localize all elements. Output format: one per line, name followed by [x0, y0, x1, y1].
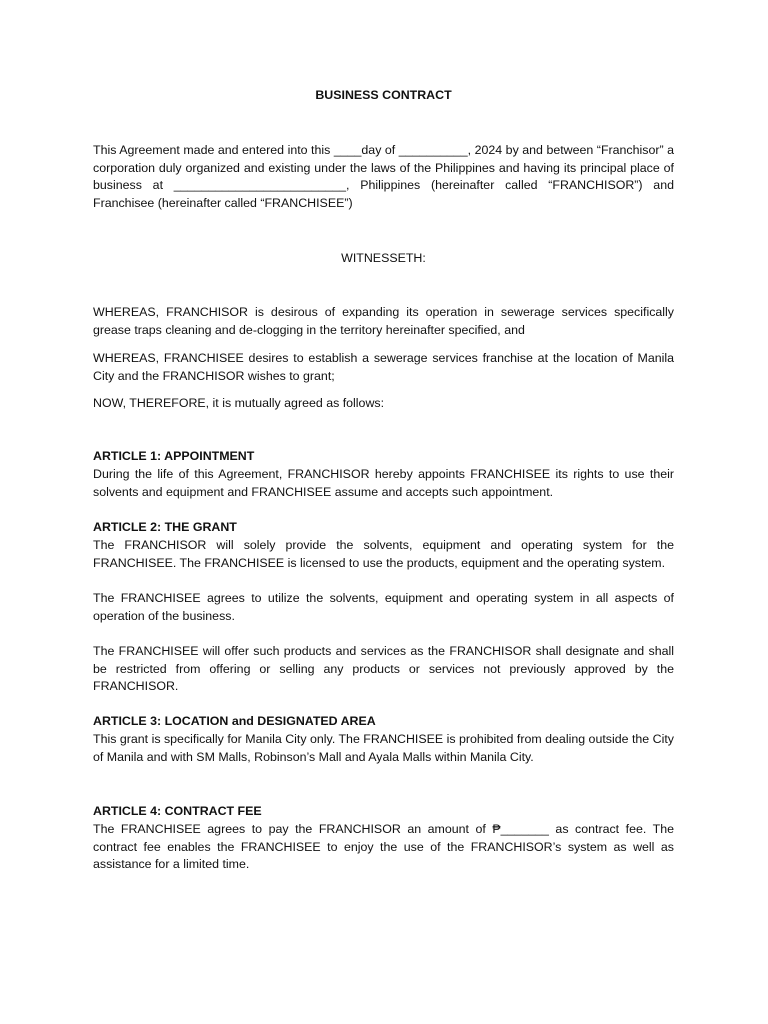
article-1-heading: ARTICLE 1: APPOINTMENT: [93, 449, 255, 463]
article-2-paragraph-1: The FRANCHISOR will solely provide the solvents, equipment and operating system for the FRANCHISEE. The FRANCHISEE is licensed to use the products, equipment and the operating system.: [93, 538, 674, 570]
article-3-heading: ARTICLE 3: LOCATION and DESIGNATED AREA: [93, 714, 376, 728]
intro-paragraph: This Agreement made and entered into this ____day of __________, 2024 by and between “Franchisor” a corporation duly organized and existing under the laws of the Philippines and having its principal place of business at _________________________, Philippines (hereinafter called “FRANCHISOR”) and Franchisee (hereinafter called “FRANCHISEE”): [93, 143, 674, 210]
article-2-paragraph-3: The FRANCHISEE will offer such products and services as the FRANCHISOR shall designate and shall be restricted from offering or selling any products or services not previously approved by the FRANCHISOR.: [93, 644, 674, 694]
whereas-paragraph-1: WHEREAS, FRANCHISOR is desirous of expanding its operation in sewerage services specifically grease traps cleaning and de-clogging in the territory hereinafter specified, and: [93, 305, 674, 337]
article-4-text: The FRANCHISEE agrees to pay the FRANCHISOR an amount of ₱_______ as contract fee. The contract fee enables the FRANCHISEE to enjoy the use of the FRANCHISOR’s system as well as assistance for a limited time.: [93, 822, 674, 872]
article-4-heading: ARTICLE 4: CONTRACT FEE: [93, 804, 262, 818]
witnesseth-heading: WITNESSETH:: [341, 251, 426, 265]
article-2-heading: ARTICLE 2: THE GRANT: [93, 520, 237, 534]
whereas-paragraph-2: WHEREAS, FRANCHISEE desires to establish a sewerage services franchise at the location of Manila City and the FRANCHISOR wishes to grant;: [93, 351, 674, 383]
article-3-text: This grant is specifically for Manila City only. The FRANCHISEE is prohibited from dealing outside the City of Manila and with SM Malls, Robinson’s Mall and Ayala Malls within Manila City.: [93, 732, 674, 764]
document-title: BUSINESS CONTRACT: [315, 88, 452, 102]
article-1-text: During the life of this Agreement, FRANCHISOR hereby appoints FRANCHISEE its rights to use their solvents and equipment and FRANCHISEE assume and accepts such appointment.: [93, 467, 674, 499]
now-therefore-paragraph: NOW, THEREFORE, it is mutually agreed as follows:: [93, 396, 385, 410]
article-2-paragraph-2: The FRANCHISEE agrees to utilize the solvents, equipment and operating system in all aspects of operation of the business.: [93, 591, 674, 623]
